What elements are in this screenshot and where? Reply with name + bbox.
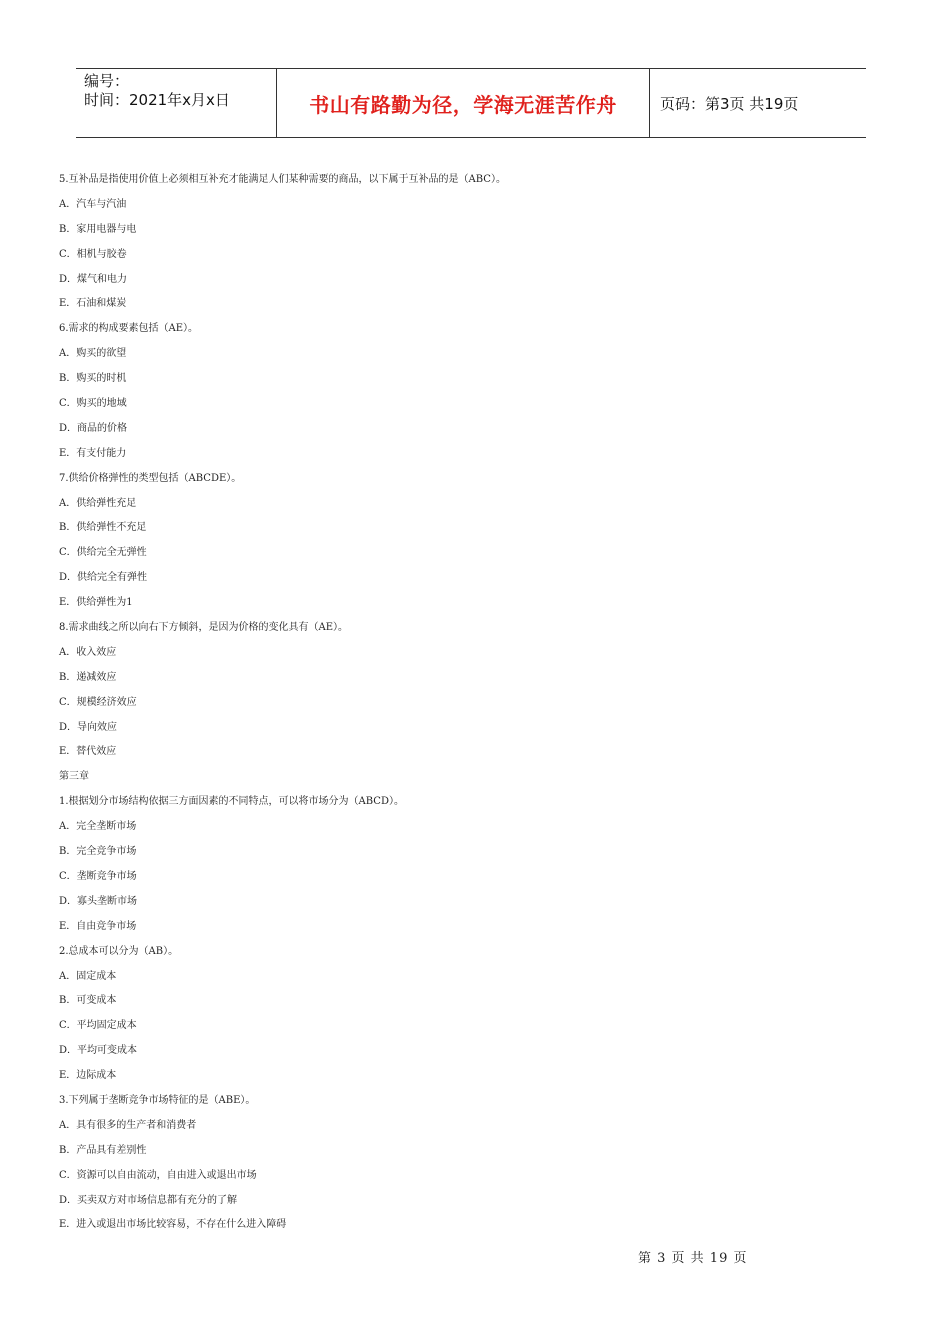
- question-line: 3.下列属于垄断竞争市场特征的是（ABE）。: [59, 1094, 256, 1106]
- option-line: C．供给完全无弹性: [59, 547, 147, 559]
- serial-number-label: 编号：: [84, 72, 130, 90]
- option-line: E．替代效应: [59, 746, 117, 758]
- option-line: A．收入效应: [59, 646, 117, 658]
- option-line: E．供给弹性为1: [59, 597, 133, 609]
- option-line: B．产品具有差别性: [59, 1144, 147, 1156]
- question-line: 1.根据划分市场结构依据三方面因素的不同特点，可以将市场分为（ABCD）。: [59, 796, 404, 808]
- document-body: [59, 172, 859, 1242]
- option-line: A．汽车与汽油: [59, 198, 127, 210]
- question-line: 2.总成本可以分为（AB）。: [59, 945, 179, 957]
- header-meta: [76, 69, 277, 137]
- option-line: C．垄断竞争市场: [59, 870, 137, 882]
- option-line: A．固定成本: [59, 970, 117, 982]
- question-line: 5.互补品是指使用价值上必须相互补充才能满足人们某种需要的商品，以下属于互补品的是（ABC）。: [59, 174, 506, 185]
- option-line: B．完全竞争市场: [59, 846, 137, 858]
- option-line: E．边际成本: [59, 1070, 117, 1082]
- option-line: D．供给完全有弹性: [59, 572, 148, 584]
- option-line: D．寡头垄断市场: [59, 895, 138, 907]
- option-line: C．平均固定成本: [59, 1020, 137, 1032]
- option-line: B．供给弹性不充足: [59, 522, 147, 534]
- option-line: A．购买的欲望: [59, 348, 127, 360]
- question-line: 7.供给价格弹性的类型包括（ABCDE）。: [59, 472, 242, 484]
- header-page-code: 页码：第3页 共19页: [660, 94, 799, 113]
- option-line: D．平均可变成本: [59, 1045, 138, 1057]
- option-line: A．供给弹性充足: [59, 497, 137, 509]
- question-line: 8.需求曲线之所以向右下方倾斜，是因为价格的变化具有（AE）。: [59, 622, 349, 634]
- option-line: D．煤气和电力: [59, 273, 128, 285]
- option-line: E．石油和煤炭: [59, 298, 127, 310]
- page-footer: 第 3 页 共 19 页: [638, 1251, 748, 1266]
- option-line: E．自由竞争市场: [59, 920, 137, 932]
- option-line: E．进入或退出市场比较容易，不存在什么进入障碍: [59, 1219, 287, 1231]
- option-line: C．规模经济效应: [59, 696, 137, 708]
- option-line: B．可变成本: [59, 995, 117, 1007]
- option-line: C．资源可以自由流动，自由进入或退出市场: [59, 1169, 257, 1181]
- option-line: E．有支付能力: [59, 447, 127, 459]
- question-line: 6.需求的构成要素包括（AE）。: [59, 323, 199, 335]
- option-line: D．商品的价格: [59, 422, 128, 434]
- option-line: B．家用电器与电: [59, 223, 137, 235]
- option-line: C．购买的地域: [59, 398, 127, 410]
- option-line: C．相机与胶卷: [59, 248, 127, 260]
- option-line: A．完全垄断市场: [59, 821, 137, 833]
- page-header: [76, 68, 866, 138]
- option-line: A．具有很多的生产者和消费者: [59, 1119, 197, 1131]
- header-motto: 书山有路勤为径，学海无涯苦作舟: [277, 69, 650, 137]
- option-line: D．买卖双方对市场信息都有充分的了解: [59, 1194, 238, 1206]
- section-heading: 第三章: [59, 771, 89, 783]
- option-line: B．购买的时机: [59, 373, 127, 385]
- option-line: D．导向效应: [59, 721, 118, 733]
- time-label: 时间：2021年x月x日: [84, 91, 230, 109]
- option-line: B．递减效应: [59, 671, 117, 683]
